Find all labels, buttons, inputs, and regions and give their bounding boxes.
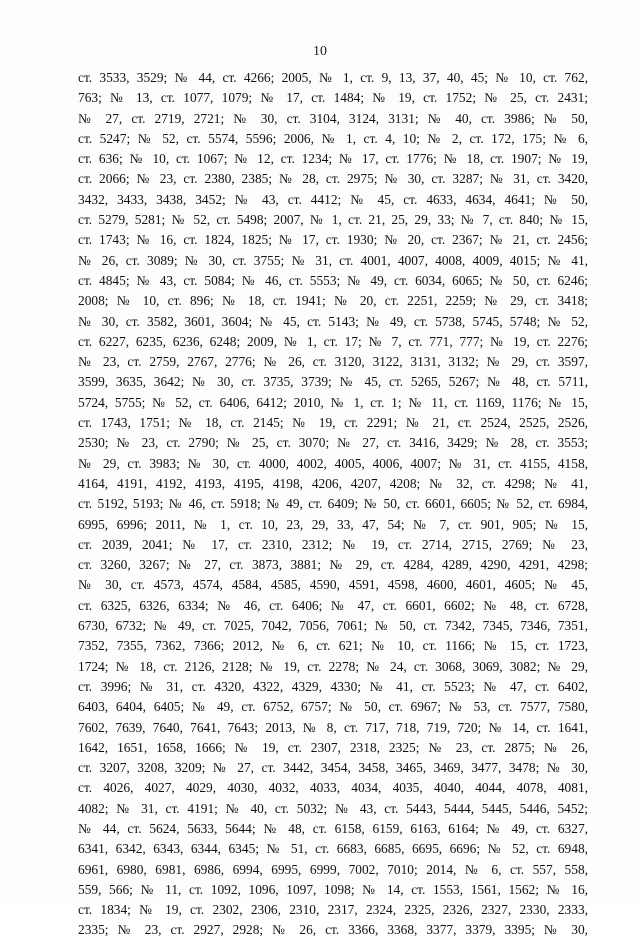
text-line: 2335; № 23, ст. 2927, 2928; № 26, ст. 3366, 3368, 3377, 3379, 3395; № 30,	[78, 922, 588, 938]
text-line: 7352, 7355, 7362, 7366; 2012, № 6, ст. 621; № 10, ст. 1166; № 15, ст. 1723,	[78, 638, 588, 654]
text-line: ст. 3207, 3208, 3209; № 27, ст. 3442, 3454, 3458, 3465, 3469, 3477, 3478; № 30,	[78, 760, 588, 776]
text-line: ст. 5279, 5281; № 52, ст. 5498; 2007, № 1, ст. 21, 25, 29, 33; № 7, ст. 840; № 15,	[78, 212, 588, 228]
text-line: 4082; № 31, ст. 4191; № 40, ст. 5032; № 43, ст. 5443, 5444, 5445, 5446, 5452;	[78, 800, 588, 816]
text-line: ст. 6325, 6326, 6334; № 46, ст. 6406; № 47, ст. 6601, 6602; № 48, ст. 6728,	[78, 597, 588, 613]
text-line: ст. 5192, 5193; № 46, ст. 5918; № 49, ст. 6409; № 50, ст. 6601, 6605; № 52, ст. 6984,	[78, 496, 588, 512]
text-line: № 29, ст. 3983; № 30, ст. 4000, 4002, 4005, 4006, 4007; № 31, ст. 4155, 4158,	[78, 455, 588, 471]
text-line: ст. 4845; № 43, ст. 5084; № 46, ст. 5553; № 49, ст. 6034, 6065; № 50, ст. 6246;	[78, 272, 588, 288]
text-line: 6341, 6342, 6343, 6344, 6345; № 51, ст. 6683, 6685, 6695, 6696; № 52, ст. 6948,	[78, 841, 588, 857]
text-line: 763; № 13, ст. 1077, 1079; № 17, ст. 1484; № 19, ст. 1752; № 25, ст. 2431;	[78, 90, 588, 106]
text-line: 6403, 6404, 6405; № 49, ст. 6752, 6757; № 50, ст. 6967; № 53, ст. 7577, 7580,	[78, 699, 588, 715]
text-line: ст. 636; № 10, ст. 1067; № 12, ст. 1234; № 17, ст. 1776; № 18, ст. 1907; № 19,	[78, 151, 588, 167]
text-line: № 44, ст. 5624, 5633, 5644; № 48, ст. 6158, 6159, 6163, 6164; № 49, ст. 6327,	[78, 820, 588, 836]
text-line: № 30, ст. 4573, 4574, 4584, 4585, 4590, 4591, 4598, 4600, 4601, 4605; № 45,	[78, 577, 588, 593]
text-line: 6730, 6732; № 49, ст. 7025, 7042, 7056, 7061; № 50, ст. 7342, 7345, 7346, 7351,	[78, 618, 588, 634]
text-line: ст. 2066; № 23, ст. 2380, 2385; № 28, ст. 2975; № 30, ст. 3287; № 31, ст. 3420,	[78, 171, 588, 187]
page-number: 10	[313, 44, 327, 59]
text-line: 3432, 3433, 3438, 3452; № 43, ст. 4412; № 45, ст. 4633, 4634, 4641; № 50,	[78, 191, 588, 207]
text-line: 7602, 7639, 7640, 7641, 7643; 2013, № 8, ст. 717, 718, 719, 720; № 14, ст. 1641,	[78, 719, 588, 735]
text-line: ст. 1743; № 16, ст. 1824, 1825; № 17, ст. 1930; № 20, ст. 2367; № 21, ст. 2456;	[78, 232, 588, 248]
text-line: 2008; № 10, ст. 896; № 18, ст. 1941; № 20, ст. 2251, 2259; № 29, ст. 3418;	[78, 293, 588, 309]
text-line: ст. 3260, 3267; № 27, ст. 3873, 3881; № 29, ст. 4284, 4289, 4290, 4291, 4298;	[78, 557, 588, 573]
text-line: ст. 1743, 1751; № 18, ст. 2145; № 19, ст. 2291; № 21, ст. 2524, 2525, 2526,	[78, 415, 588, 431]
text-line: 1642, 1651, 1658, 1666; № 19, ст. 2307, 2318, 2325; № 23, ст. 2875; № 26,	[78, 739, 588, 755]
text-line: № 30, ст. 3582, 3601, 3604; № 45, ст. 5143; № 49, ст. 5738, 5745, 5748; № 52,	[78, 313, 588, 329]
text-line: № 23, ст. 2759, 2767, 2776; № 26, ст. 3120, 3122, 3131, 3132; № 29, ст. 3597,	[78, 354, 588, 370]
text-line: 5724, 5755; № 52, ст. 6406, 6412; 2010, № 1, ст. 1; № 11, ст. 1169, 1176; № 15,	[78, 394, 588, 410]
text-line: 4164, 4191, 4192, 4193, 4195, 4198, 4206, 4207, 4208; № 32, ст. 4298; № 41,	[78, 475, 588, 491]
text-line: ст. 2039, 2041; № 17, ст. 2310, 2312; № 19, ст. 2714, 2715, 2769; № 23,	[78, 536, 588, 552]
text-line: ст. 6227, 6235, 6236, 6248; 2009, № 1, ст. 17; № 7, ст. 771, 777; № 19, ст. 2276;	[78, 333, 588, 349]
text-line: 3599, 3635, 3642; № 30, ст. 3735, 3739; № 45, ст. 5265, 5267; № 48, ст. 5711,	[78, 374, 588, 390]
text-line: ст. 1834; № 19, ст. 2302, 2306, 2310, 2317, 2324, 2325, 2326, 2327, 2330, 2333,	[78, 902, 588, 918]
text-line: ст. 4026, 4027, 4029, 4030, 4032, 4033, 4034, 4035, 4040, 4044, 4078, 4081,	[78, 780, 588, 796]
text-line: № 26, ст. 3089; № 30, ст. 3755; № 31, ст. 4001, 4007, 4008, 4009, 4015; № 41,	[78, 252, 588, 268]
text-line: 6961, 6980, 6981, 6986, 6994, 6995, 6999, 7002, 7010; 2014, № 6, ст. 557, 558,	[78, 861, 588, 877]
text-line: 1724; № 18, ст. 2126, 2128; № 19, ст. 2278; № 24, ст. 3068, 3069, 3082; № 29,	[78, 658, 588, 674]
text-line: № 27, ст. 2719, 2721; № 30, ст. 3104, 3124, 3131; № 40, ст. 3986; № 50,	[78, 110, 588, 126]
text-line: 2530; № 23, ст. 2790; № 25, ст. 3070; № 27, ст. 3416, 3429; № 28, ст. 3553;	[78, 435, 588, 451]
text-line: 559, 566; № 11, ст. 1092, 1096, 1097, 1098; № 14, ст. 1553, 1561, 1562; № 16,	[78, 881, 588, 897]
citation-text-block	[78, 68, 588, 941]
text-line: ст. 3533, 3529; № 44, ст. 4266; 2005, № 1, ст. 9, 13, 37, 40, 45; № 10, ст. 762,	[78, 70, 588, 85]
text-line: ст. 5247; № 52, ст. 5574, 5596; 2006, № 1, ст. 4, 10; № 2, ст. 172, 175; № 6,	[78, 130, 588, 146]
text-line: 6995, 6996; 2011, № 1, ст. 10, 23, 29, 33, 47, 54; № 7, ст. 901, 905; № 15,	[78, 516, 588, 532]
text-line: ст. 3996; № 31, ст. 4320, 4322, 4329, 4330; № 41, ст. 5523; № 47, ст. 6402,	[78, 678, 588, 694]
